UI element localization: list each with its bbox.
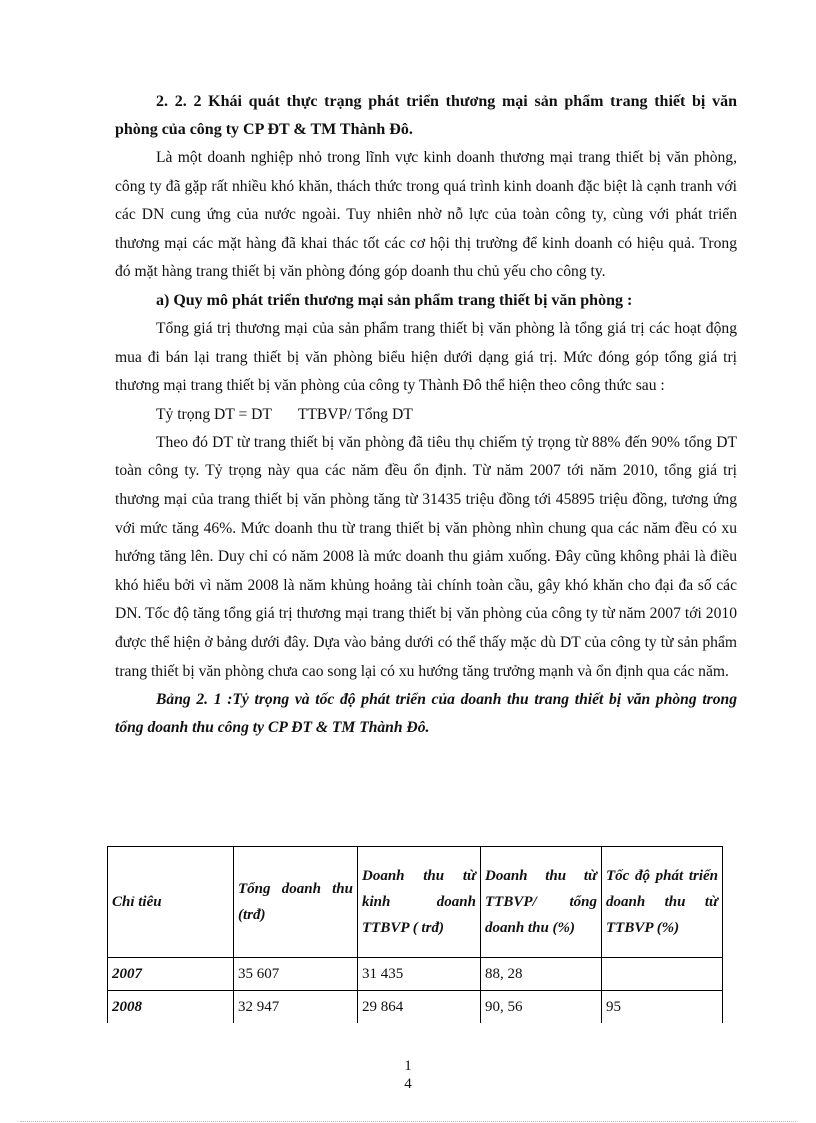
- row-growth-rate: [602, 958, 723, 991]
- header-total-revenue: Tổng doanh thu (trđ): [234, 847, 358, 958]
- table-header-row: [108, 847, 723, 958]
- page-bottom-divider: [20, 1121, 796, 1122]
- revenue-table: [107, 846, 723, 1023]
- paragraph-definition: Tổng giá trị thương mại của sản phẩm trang thiết bị văn phòng là tổng giá trị các hoạt động mua đi bán lại trang thiết bị văn phòng biểu hiện dưới dạng giá trị. Mức đóng góp tổng giá trị thương mại trang thiết bị văn phòng của công ty Thành Đô thể hiện theo công thức sau :: [115, 319, 737, 395]
- page-body: [115, 88, 737, 742]
- formula-right: TTBVP/ Tổng DT: [297, 405, 413, 423]
- row-total-revenue: 35 607: [234, 958, 358, 991]
- header-criteria: Chỉ tiêu: [108, 847, 234, 958]
- header-growth-rate: Tốc độ phát triển doanh thu từ TTBVP (%): [602, 847, 723, 958]
- row-ttbvp-share: 88, 28: [481, 958, 602, 991]
- paragraph-analysis: Theo đó DT từ trang thiết bị văn phòng đã tiêu thụ chiếm tỷ trọng từ 88% đến 90% tổng DT toàn công ty. Tỷ trọng này qua các năm đều ổn định. Từ năm 2007 tới năm 2010, tổng giá trị thương mại của trang thiết bị văn phòng tăng từ 31435 triệu đồng tới 45895 triệu đồng, tương ứng với mức tăng 46%. Mức doanh thu từ trang thiết bị văn phòng nhìn chung qua các năm đều có xu hướng tăng lên. Duy chỉ có năm 2008 là mức doanh thu giảm xuống. Đây cũng không phải là điều khó hiểu bởi vì năm 2008 là năm khủng hoảng tài chính toàn cầu, gây khó khăn cho đại đa số các DN. Tốc độ tăng tổng giá trị thương mại trang thiết bị văn phòng của công ty từ năm 2007 tới 2010 được thể hiện ở bảng dưới đây. Dựa vào bảng dưới có thể thấy mặc dù DT của công ty từ sản phẩm trang thiết bị văn phòng chưa cao song lại có xu hướng tăng trưởng mạnh và ổn định qua các năm.: [115, 433, 737, 680]
- row-year: 2007: [108, 958, 234, 991]
- formula: [115, 401, 737, 429]
- row-ttbvp-revenue: 31 435: [358, 958, 481, 991]
- row-growth-rate: 95: [602, 991, 723, 1024]
- row-year: 2008: [108, 991, 234, 1024]
- subheading-scale: a) Quy mô phát triển thương mại sản phẩm trang thiết bị văn phòng :: [156, 291, 633, 309]
- table-caption: Bảng 2. 1 :Tỷ trọng và tốc độ phát triển của doanh thu trang thiết bị văn phòng trong tổng doanh thu công ty CP ĐT & TM Thành Đô.: [115, 691, 737, 737]
- row-ttbvp-revenue: 29 864: [358, 991, 481, 1024]
- row-total-revenue: 32 947: [234, 991, 358, 1024]
- row-ttbvp-share: 90, 56: [481, 991, 602, 1024]
- header-ttbvp-revenue: Doanh thu từ kinh doanh TTBVP ( trđ): [358, 847, 481, 958]
- page-number-bottom: 4: [404, 1076, 412, 1092]
- formula-left: Tỷ trọng DT = DT: [156, 405, 272, 423]
- paragraph-intro: Là một doanh nghiệp nhỏ trong lĩnh vực kinh doanh thương mại trang thiết bị văn phòng, công ty đã gặp rất nhiều khó khăn, thách thức trong quá trình kinh doanh đặc biệt là cạnh tranh với các DN cung ứng của nước ngoài. Tuy nhiên nhờ nỗ lực của toàn công ty, cùng với phát triển thương mại các mặt hàng đã khai thác tốt các cơ hội thị trường để kinh doanh có hiệu quả. Trong đó mặt hàng trang thiết bị văn phòng đóng góp doanh thu chủ yếu cho công ty.: [115, 149, 737, 281]
- header-ttbvp-share: Doanh thu từ TTBVP/ tổng doanh thu (%): [481, 847, 602, 958]
- page-number-top: 1: [404, 1058, 412, 1074]
- table-row: [108, 991, 723, 1024]
- section-heading: 2. 2. 2 Khái quát thực trạng phát triển thương mại sản phẩm trang thiết bị văn phòng của công ty CP ĐT & TM Thành Đô.: [115, 93, 737, 138]
- table-row: [108, 958, 723, 991]
